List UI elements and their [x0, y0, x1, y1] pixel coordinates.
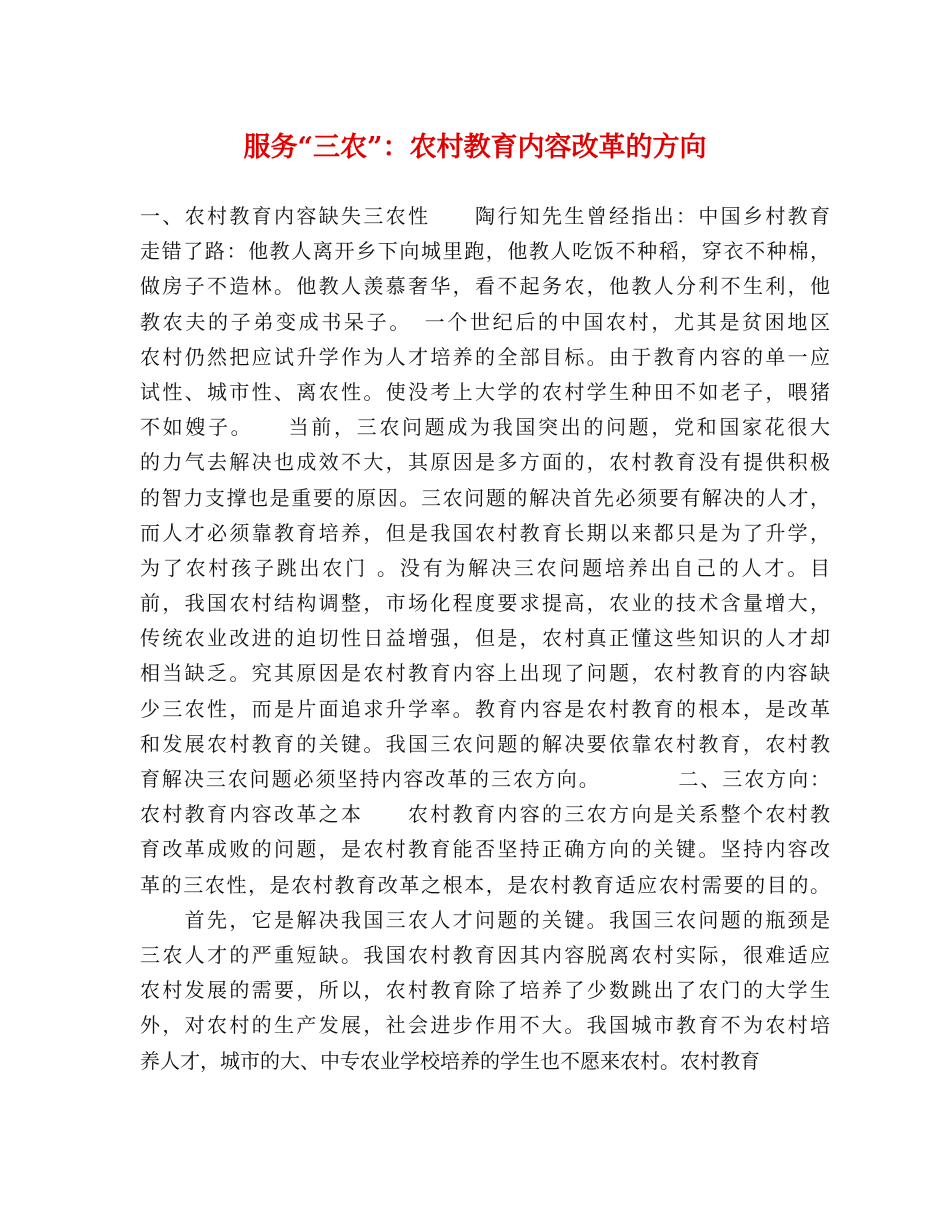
body-line: 革的三农性，是农村教育改革之根本，是农村教育适应农村需要的目的。: [140, 872, 830, 897]
body-line: 的智力支撑也是重要的原因。三农问题的解决首先必须要有解决的人才，: [140, 485, 830, 510]
body-line: 前，我国农村结构调整，市场化程度要求提高，农业的技术含量增大，: [140, 591, 830, 616]
document-body: [140, 199, 830, 1079]
body-line: 一、农村教育内容缺失三农性 陶行知先生曾经指出：中国乡村教育: [140, 204, 830, 228]
body-line: 农村发展的需要，所以，农村教育除了培养了少数跳出了农门的大学生: [140, 978, 830, 1003]
body-line: 农村仍然把应试升学作为人才培养的全部目标。由于教育内容的单一应: [140, 344, 830, 369]
body-line: 和发展农村教育的关键。我国三农问题的解决要依靠农村教育，农村教: [140, 731, 830, 756]
document-title: 服务“三农”：农村教育内容改革的方向: [243, 132, 707, 163]
body-line: 三农人才的严重短缺。我国农村教育因其内容脱离农村实际，很难适应: [140, 942, 830, 967]
body-line: 农村教育内容改革之本 农村教育内容的三农方向是关系整个农村教: [140, 802, 830, 827]
body-line: 少三农性，而是片面追求升学率。教育内容是农村教育的根本，是改革: [140, 696, 830, 721]
body-line: 育解决三农问题必须坚持内容改革的三农方向。 二、三农方向：: [140, 767, 830, 791]
body-line: 外，对农村的生产发展，社会进步作用不大。我国城市教育不为农村培: [140, 1013, 830, 1038]
body-line: 养人才，城市的大、中专农业学校培养的学生也不愿来农村。农村教育: [140, 1048, 760, 1073]
body-line: 做房子不造林。他教人羡慕奢华，看不起务农，他教人分利不生利，他: [140, 274, 830, 299]
body-line: 试性、城市性、离农性。使没考上大学的农村学生种田不如老子，喂猪: [140, 379, 830, 404]
body-line: 走错了路：他教人离开乡下向城里跑，他教人吃饭不种稻，穿衣不种棉，: [140, 239, 830, 264]
body-line: 不如嫂子。 当前，三农问题成为我国突出的问题，党和国家花很大: [140, 415, 830, 440]
body-line: 教农夫的子弟变成书呆子。 一个世纪后的中国农村，尤其是贫困地区: [140, 309, 830, 334]
body-line: 传统农业改进的迫切性日益增强，但是，农村真正懂这些知识的人才却: [140, 626, 830, 651]
body-line: 而人才必须靠教育培养，但是我国农村教育长期以来都只是为了升学，: [140, 520, 830, 545]
body-line: 首先，它是解决我国三农人才问题的关键。我国三农问题的瓶颈是: [140, 907, 830, 932]
body-line: 的力气去解决也成效不大，其原因是多方面的，农村教育没有提供积极: [140, 450, 830, 475]
body-line: 相当缺乏。究其原因是农村教育内容上出现了问题，农村教育的内容缺: [140, 661, 830, 686]
body-line: 育改革成败的问题，是农村教育能否坚持正确方向的关键。坚持内容改: [140, 837, 830, 862]
body-line: 为了农村孩子跳出农门 。没有为解决三农问题培养出自己的人才。目: [140, 555, 830, 580]
